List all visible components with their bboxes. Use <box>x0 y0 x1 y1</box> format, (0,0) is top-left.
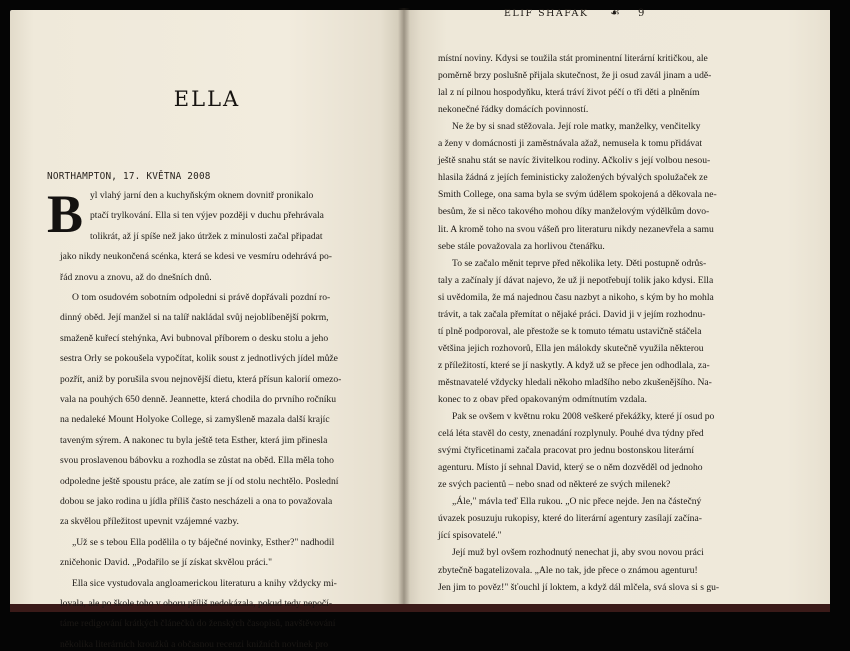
text-line: řád znovu a znovu, až do dnešních dnů. <box>60 271 212 283</box>
text-line: dobou se jako rodina u jídla příliš často nescházeli a ona to považovala <box>60 496 333 507</box>
running-header: ELIF SHAFAK <box>504 8 589 19</box>
text-line: besům, že si něco takového mohou díky manželovým výdělkům dovo- <box>438 206 710 218</box>
text-line: poměrně brzy poslušně přijala skutečnost, že ji osud zavál jinam a udě- <box>438 70 712 82</box>
text-line: jako nikdy neukončená scénka, která se kdesi ve vesmíru odehrává po- <box>60 251 332 263</box>
text-line: jící spisovatelé." <box>438 530 502 542</box>
text-line: „Už se s tebou Ella podělila o ty báječné novinky, Esther?" nadhodil <box>72 536 335 548</box>
text-line: dinný oběd. Její manžel si na talíř nakládal svůj nejoblíbenější pokrm, <box>60 312 329 324</box>
dateline: NORTHAMPTON, 17. KVĚTNA 2008 <box>47 171 211 182</box>
text-line: hlasila žádná z jejích feministicky založených bývalých spolužaček ze <box>438 172 708 184</box>
text-line: „Ále," mávla teď Ella rukou. „O nic přece nejde. Jen na částečný <box>452 496 702 508</box>
text-line: tolikrát, až jí spíše než jako útržek z minulosti začal připadat <box>90 230 323 242</box>
ornament-icon: ☙ <box>610 6 620 19</box>
text-line: taveným sýrem. A nakonec tu byla ještě teta Esther, která jim přinesla <box>60 434 328 446</box>
text-line: agenturu. Místo jí sehnal David, který se o něm dozvěděl od jednoho <box>438 462 703 474</box>
text-line: O tom osudovém sobotním odpoledni si právě dopřávali pozdní ro- <box>72 292 331 303</box>
text-line: yl vlahý jarní den a kuchyňským oknem dovnitř pronikalo <box>90 190 314 201</box>
text-line: a ženy v domácnosti ji zaměstnávala ažaž, nemusela k tomu přidávat <box>438 138 702 150</box>
text-line: lal z ní pilnou hospodyňku, která tráví život péčí o tři děti a plněním <box>438 87 700 99</box>
text-line: zbytečně bagatelizovala. „Ale no tak, jde přece o známou agenturu! <box>438 564 698 576</box>
text-line: táme redigování krátkých článečků do ženských časopisů, navštěvování <box>60 618 336 630</box>
text-line: lit. A kromě toho na svou vášeň pro literaturu nikdy nezanevřela a samu <box>438 223 714 235</box>
chapter-title: ELLA <box>173 87 241 111</box>
text-line: za skvělou příležitost upevnit vzájemné vazby. <box>60 516 239 528</box>
text-line: To se začalo měnit teprve před několika lety. Děti postupně odrůs- <box>452 257 707 269</box>
text-line: celá léta stavěl do cesty, znenadání rozplynuly. Pouhé dva týdny před <box>438 428 704 440</box>
text-line: sebe stále považovala za horlivou čtenářku. <box>438 240 605 252</box>
text-line: ještě snahu stát se navíc živitelkou rodiny. Ačkoliv s její volbou nesou- <box>438 155 711 167</box>
text-line: trávit, a tak začala přemítat o nějaké práci. David ji v jejím rozhodnu- <box>438 308 706 320</box>
text-line: Jen jim to pověz!" šťouchl jí loktem, a když dál mlčela, svá slova si s gu- <box>438 581 720 593</box>
text-line: Ella sice vystudovala angloamerickou literaturu a knihy vždycky mi- <box>72 577 337 589</box>
text-line: místní noviny. Kdysi se toužila stát prominentní literární kritičkou, ale <box>438 53 708 64</box>
text-line: městnavatelé vždycky hledali někoho mladšího nebo zkušenějšího. Na- <box>438 376 712 388</box>
text-line: smaženě kuřecí stehýnka, Avi bubnoval příborem o desku stolu a jeho <box>60 332 329 344</box>
text-line: na nedaleké Mount Holyoke College, si zamyšleně mazala další krajíc <box>60 414 330 426</box>
text-line: svými čtyřicetinami začala pracovat pro jednu bostonskou literární <box>438 445 695 457</box>
text-line: sestra Orly se pokoušela vypočítat, kolik soust z jednotlivých jídel může <box>60 353 338 365</box>
text-line: několika literárních kroužků a občasnou recenzi knižních novinek pro <box>60 638 328 650</box>
text-line: úvazek posuzuju rukopisy, které do literární agentury zasílají začína- <box>438 513 702 525</box>
text-line: Ne že by si snad stěžovala. Její role matky, manželky, venčitelky <box>452 121 701 133</box>
text-line: svou proslavenou bábovku a rozhodla se zůstat na oběd. Ella měla toho <box>60 455 334 467</box>
text-line: ze svých pacientů – nebo snad od některé ze svých milenek? <box>438 479 671 491</box>
text-line: nekonečné řádky domácích povinností. <box>438 104 589 116</box>
text-line: konec to z obav před opakovaným odmítnutím vzdala. <box>438 394 647 405</box>
text-line: taly a začínaly jí dávat najevo, že už ji nepotřebují tolik jako kdysi. Ella <box>438 274 714 286</box>
text-line: vala na pouhých 650 denně. Jeannette, která chodila do prvního ročníku <box>60 394 336 405</box>
text-line: si uvědomila, že má najednou času nazbyt a nikoho, s kým by ho mohla <box>438 291 714 303</box>
drop-cap: B <box>47 184 84 244</box>
text-line: Smith College, ona sama byla se svým údělem spokojená a děkovala ne- <box>438 189 717 201</box>
text-line: většina jejich rozhovorů, Ella jen málokdy skutečně využila některou <box>438 342 704 354</box>
text-line: tí plně podporoval, ale přestože se k tomuto tématu ustavičně stáčela <box>438 325 702 337</box>
text-line: Pak se ovšem v květnu roku 2008 veškeré překážky, které jí osud po <box>452 411 715 423</box>
text-line: z příležitostí, které se jí naskytly. A když už se přece jen odhodlala, za- <box>438 359 710 371</box>
text-line: zničehonic David. „Podařilo se jí získat skvělou práci." <box>60 557 272 569</box>
text-line: odpoledne ještě spoustu práce, ale zatím se jí od stolu nechtělo. Poslední <box>60 475 339 487</box>
text-line: ptačí trylkování. Ella si ten výjev později v duchu přehrávala <box>90 210 324 222</box>
text-line: lovala, ale po škole toho v oboru příliš nedokázala, pokud tedy nepočí- <box>60 598 333 609</box>
page-number: 9 <box>638 8 645 19</box>
text-line: pozřít, aniž by porušila svou nejnovější dietu, která přísun kalorií omezo- <box>60 373 342 385</box>
text-line: Její muž byl ovšem rozhodnutý nenechat ji, aby svou novou práci <box>452 547 704 559</box>
